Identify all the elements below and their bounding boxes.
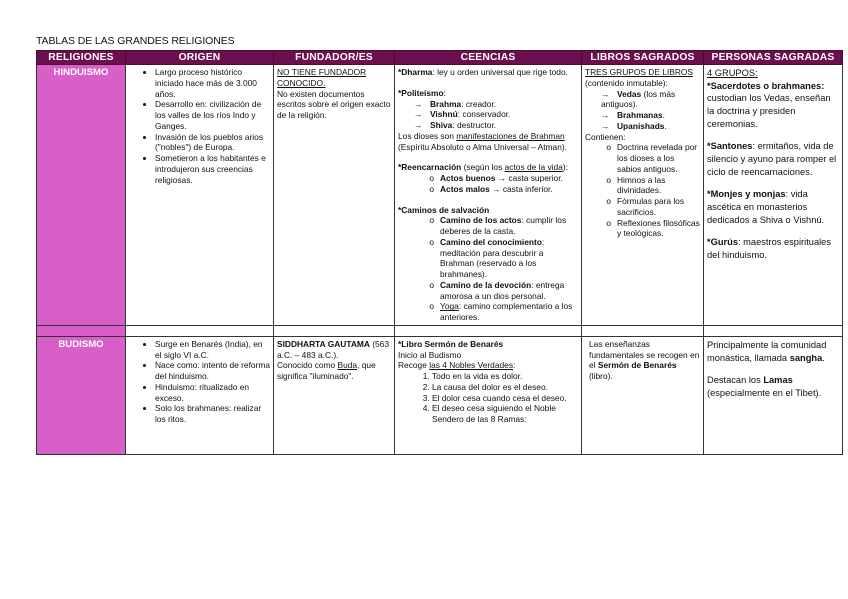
document-title: TABLAS DE LAS GRANDES RELIGIONES [36,35,235,47]
list-item: → Shiva: destructor. [414,120,497,131]
header-fundador: FUNDADOR/ES [274,51,395,65]
header-creencias: CEENCIAS [395,51,582,65]
dioses-text: Los dioses son manifestaciones de Brahman (Espíritu Absoluto o Alma Universal – Atman). [398,130,567,152]
arrow-right-icon: → [601,88,610,99]
list-item: • Desarrollo en: civilización de los valles de los ríos Indo y Ganges. [155,99,270,131]
fundador-text: SIDDHARTA GAUTAMA (563 a.C. – 483 a.C.). [277,338,389,360]
dharma-text: : ley u orden universal que rige todo. [432,67,568,78]
personas-group: *Monjes y monjas: vida ascética en monasterios dedicados a Shiva o Vishnú. [707,189,825,225]
header-origen: ORIGEN [126,51,274,65]
dharma-label: *Dharma [398,67,433,78]
list-item: • Hinduismo: ritualizado en exceso. [155,382,270,404]
list-item: → Brahma: creador. [414,98,497,109]
fundador-conocido: Conocido como Buda, que significa "iluminado". [277,360,376,382]
religion-name-hinduismo: HINDUISMO [37,65,126,326]
list-item: → Vishnú: conservador. [414,109,511,120]
religions-table [36,50,843,455]
origen-cell [126,336,274,454]
fundador-title: NO TIENE FUNDADOR CONOCIDO. [277,67,367,88]
list-item: o Camino de los actos: cumplir los deberes de la casta. [434,215,578,237]
arrow-right-icon: → [414,120,423,131]
libros-text: Las enseñanzas fundamentales se recogen en el Sermón de Benarés (libro). [589,338,700,382]
list-item: • Solo los brahmanes: realizar los ritos. [155,403,270,425]
fundador-text: No existen documentos escritos sobre el origen exacto de la religión. [277,88,391,121]
personas-cell [704,65,843,326]
fundador-cell [274,336,395,454]
header-religiones: RELIGIONES [37,51,126,65]
contienen-label: Contienen: [585,131,626,142]
religion-name-budismo: BUDISMO [37,336,126,454]
personas-title: 4 GRUPOS: [707,68,758,79]
list-item: o Camino del conocimiento: meditación para descubrir a Brahman (reservado a los brahmanes). [434,237,578,280]
list-item: o Yoga: camino complementario a los anteriores. [434,301,578,323]
origen-cell [126,65,274,326]
separator-row [37,325,843,336]
personas-group: *Sacerdotes o brahmanes: custodian los Vedas, enseñan la doctrina y presiden ceremonias. [707,80,831,129]
politeismo-label: *Politeísmo [398,87,444,98]
list-item: • Sometieron a los habitantes e introdujeron sus creencias religiosas. [155,153,270,185]
personas-group: *Santones: ermitaños, vida de silencio y ayuno para romper el ciclo de reencarnaciones. [707,141,837,177]
inicio-text: Inicio al Budismo [398,349,462,360]
arrow-right-icon: → [414,109,423,120]
list-item: o Actos buenos → casta superior. [434,173,578,184]
list-item: • Nace como: intento de reforma del hinduismo. [155,360,270,382]
creencias-cell: *Dharma: ley u orden universal que rige todo. *Politeísmo: → Brahma: creador. → Vishnú: conservador. → Shiva: destructor. Los dioses son manifestaciones de Brahman (Espíritu Absoluto o Alma Universal – Atman). *Reencarnación (según los actos de la vida): o Actos buenos → casta superior. o Actos malos → casta inferior. *Caminos de salvación o Camino de los actos: cumplir los deberes de la casta. o Camino del conocimiento: meditación para descubrir a Brahman (reservado a los brahmanes). o Camino de la devoción: entrega amorosa a un dios personal. o Yoga: camino complementario a los anteriores. [395,65,582,326]
personas-cell [704,336,843,454]
recoge-text: Recoge las 4 Nobles Verdades: [398,360,516,371]
personas-group: *Gurús: maestros espirituales del hinduismo. [707,237,832,260]
arrow-right-icon: → [601,110,610,121]
list-item: o Camino de la devoción: entrega amorosa a un dios personal. [434,280,578,302]
list-item: • Largo proceso histórico iniciado hace más de 3.000 años. [155,67,270,99]
fundador-cell [274,65,395,326]
arrow-right-icon: → [601,120,610,131]
table-row [37,336,843,454]
libros-title: TRES GRUPOS DE LIBROS [585,67,693,78]
libro-label: *Libro Sermón de Benarés [398,338,504,349]
list-item: 1. Todo en la vida es dolor. [432,371,578,382]
caminos-label: *Caminos de salvación [398,204,490,215]
list-item: → Vedas (los más antiguos). [601,88,676,110]
list-item: o Reflexiones filosóficas y teológicas. [611,218,700,240]
list-item: o Actos malos → casta inferior. [434,184,578,195]
arrow-right-icon: → [414,98,423,109]
list-item: 4. El deseo cesa siguiendo el Noble Sendero de las 8 Ramas: [432,403,578,425]
list-item: 3. El dolor cesa cuando cesa el deseo. [432,393,578,404]
creencias-cell [395,336,582,454]
personas-text: Principalmente la comunidad monástica, llamada sangha. [707,339,827,363]
header-libros: LIBROS SAGRADOS [582,51,704,65]
list-item: → Brahmanas. [601,110,665,121]
libros-cell: TRES GRUPOS DE LIBROS (contenido inmutable): → Vedas (los más antiguos). → Brahmanas. → Upanishads. Contienen: o Doctrina revelada por los dioses a los sabios antiguos. o Himnos a las divinidades. o Fórmulas para los sacrificios. o Reflexiones filosóficas y teológicas. [582,65,704,326]
list-item: → Upanishads. [601,120,667,131]
list-item: • Invasión de los pueblos arios ("nobles") de Europa. [155,132,270,154]
header-personas: PERSONAS SAGRADAS [704,51,843,65]
personas-text: Destacan los Lamas (especialmente en el Tibet). [707,375,822,398]
header-row [37,51,843,65]
list-item: 2. La causa del dolor es el deseo. [432,382,578,393]
list-item: o Himnos a las divinidades. [611,175,700,197]
list-item: • Surge en Benarés (India), en el siglo VI a.C. [155,339,270,361]
reencarnacion-text: *Reencarnación (según los actos de la vida): [398,162,568,173]
list-item: o Fórmulas para los sacrificios. [611,196,700,218]
list-item: o Doctrina revelada por los dioses a los sabios antiguos. [611,142,700,174]
libros-cell [582,336,704,454]
table-row [37,65,843,326]
